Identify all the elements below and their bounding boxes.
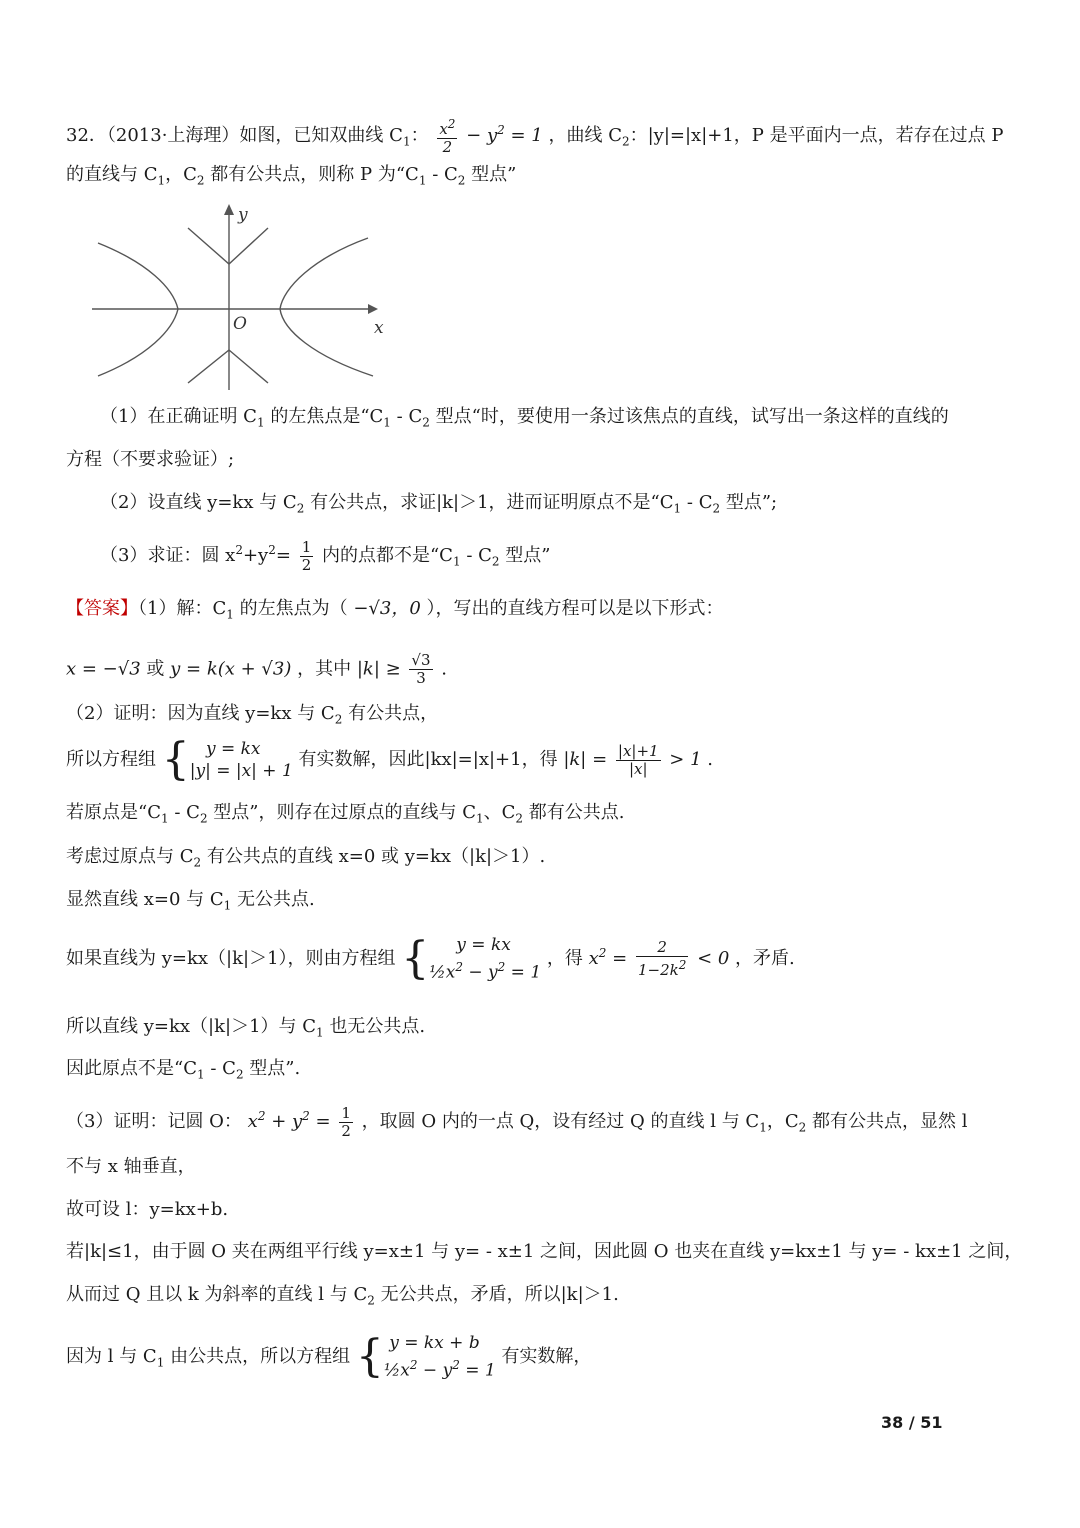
answer-line-2: x = −√3 或 y = k(x + √3) ，其中 |k| ≥ $\frac{√3}{3}$ . [66, 651, 447, 687]
answer-line-11: （3）证明：记圆 O： $x^2 + y^2$ = $\frac{1}{2}$ ，取圆 O 内的一点 Q，设有经过 Q 的直线 l 与 $C_1$，$C_2$ 都有公共点，显然 l [66, 1103, 968, 1140]
problem-line-1: 32．（2013·上海理）如图，已知双曲线 $C_1$： $\frac{x^2}{2}$ − $y^2 = 1$ ，曲线 $C_2$：|y|=|x|+1，P 是平面内一点，若存在过点 P [66, 117, 1004, 156]
equation-system: y = kx + b $\frac{1}{2}x^2 - y^2 = 1$ [383, 1333, 496, 1381]
fraction: $\frac{2}{1-2k^2}$ [637, 937, 687, 979]
fraction: $\frac{x^2}{2}$ [439, 117, 456, 156]
answer-line-4: 所以方程组 { y = kx |y| = |x| + 1 有实数解，因此|kx|=|x|+1，得 |k| = $\frac{|x|+1}{|x|}$ > 1 . [66, 734, 714, 785]
answer-line-13: 故可设 l：y=kx+b. [66, 1199, 229, 1220]
question-1-line-1: （1）在正确证明 $C_1$ 的左焦点是“$C_1 - C_2$ 型点“时，要使用一条过该焦点的直线，试写出一条这样的直线的 [100, 406, 949, 430]
x-axis-arrow [368, 304, 378, 314]
fraction: $\frac{1}{2}$ [341, 1103, 351, 1140]
question-2: （2）设直线 y=kx 与 $C_2$ 有公共点，求证|k|＞1，进而证明原点不是“$C_1 - C_2$ 型点”; [100, 492, 778, 516]
curve-c2-lower [188, 350, 268, 383]
answer-line-9: 所以直线 y=kx（|k|＞1）与 $C_1$ 也无公共点. [66, 1016, 426, 1040]
answer-line-5: 若原点是“$C_1 - C_2$ 型点”，则存在过原点的直线与 $C_1$、$C_2$ 都有公共点. [66, 802, 625, 826]
x-axis-label: x [374, 318, 384, 338]
answer-line-3: （2）证明：因为直线 y=kx 与 $C_2$ 有公共点， [66, 703, 439, 727]
question-1-line-2: 方程（不要求验证）; [66, 449, 235, 470]
hyperbola-right-branch [280, 238, 373, 376]
fraction: $\frac{|x|+1}{|x|}$ [617, 741, 659, 778]
origin-label: O [233, 314, 247, 334]
hyperbola-figure [88, 198, 398, 393]
page-number: 38 / 51 [881, 1413, 943, 1432]
answer-line-16: 因为 l 与 $C_1$ 由公共点，所以方程组 { y = kx + b $\frac{1}{2}x^2 - y^2 = 1$ 有实数解， [66, 1330, 592, 1382]
problem-line-2: 的直线与 $C_1$，$C_2$ 都有公共点，则称 P 为“$C_1 - C_2$ 型点” [66, 164, 517, 188]
y-axis-arrow [224, 204, 234, 215]
question-3: （3）求证：圆 $x^2+y^2=$ $\frac{1}{2}$ 内的点都不是“$C_1 - C_2$ 型点” [100, 537, 551, 574]
answer-line-14: 若|k|≤1，由于圆 O 夹在两组平行线 y=x±1 与 y= - x±1 之间，因此圆 O 也夹在直线 y=kx±1 与 y= - kx±1 之间， [66, 1241, 1023, 1262]
answer-line-10: 因此原点不是“$C_1 - C_2$ 型点”. [66, 1058, 301, 1082]
equation-system: y = kx $\frac{1}{2}x^2 - y^2 = 1$ [429, 935, 542, 983]
answer-line-12: 不与 x 轴垂直， [66, 1156, 196, 1177]
fraction: $\frac{1}{2}$ [301, 537, 312, 574]
y-axis-label: y [238, 205, 248, 225]
answer-tag: 【答案】 [66, 598, 138, 619]
answer-line-7: 显然直线 x=0 与 $C_1$ 无公共点. [66, 889, 315, 913]
answer-line-15: 从而过 Q 且以 k 为斜率的直线 l 与 $C_2$ 无公共点，矛盾，所以|k|＞1. [66, 1284, 619, 1308]
equation-system: y = kx |y| = |x| + 1 [189, 739, 293, 781]
answer-line-1: 【答案】（1）解：$C_1$ 的左焦点为（ −√3，0 ），写出的直线方程可以是以下形式： [66, 598, 724, 622]
curve-c2-upper [188, 228, 268, 264]
answer-line-8: 如果直线为 y=kx（|k|＞1），则由方程组 { y = kx $\frac{1}{2}x^2 - y^2 = 1$ ，得 $x^2$ = $\frac{2}{1-2k^2}$ < 0 ，矛盾. [66, 932, 795, 984]
answer-line-6: 考虑过原点与 $C_2$ 有公共点的直线 x=0 或 y=kx（|k|＞1）. [66, 846, 546, 870]
fraction: $\frac{√3}{3}$ [411, 651, 431, 687]
